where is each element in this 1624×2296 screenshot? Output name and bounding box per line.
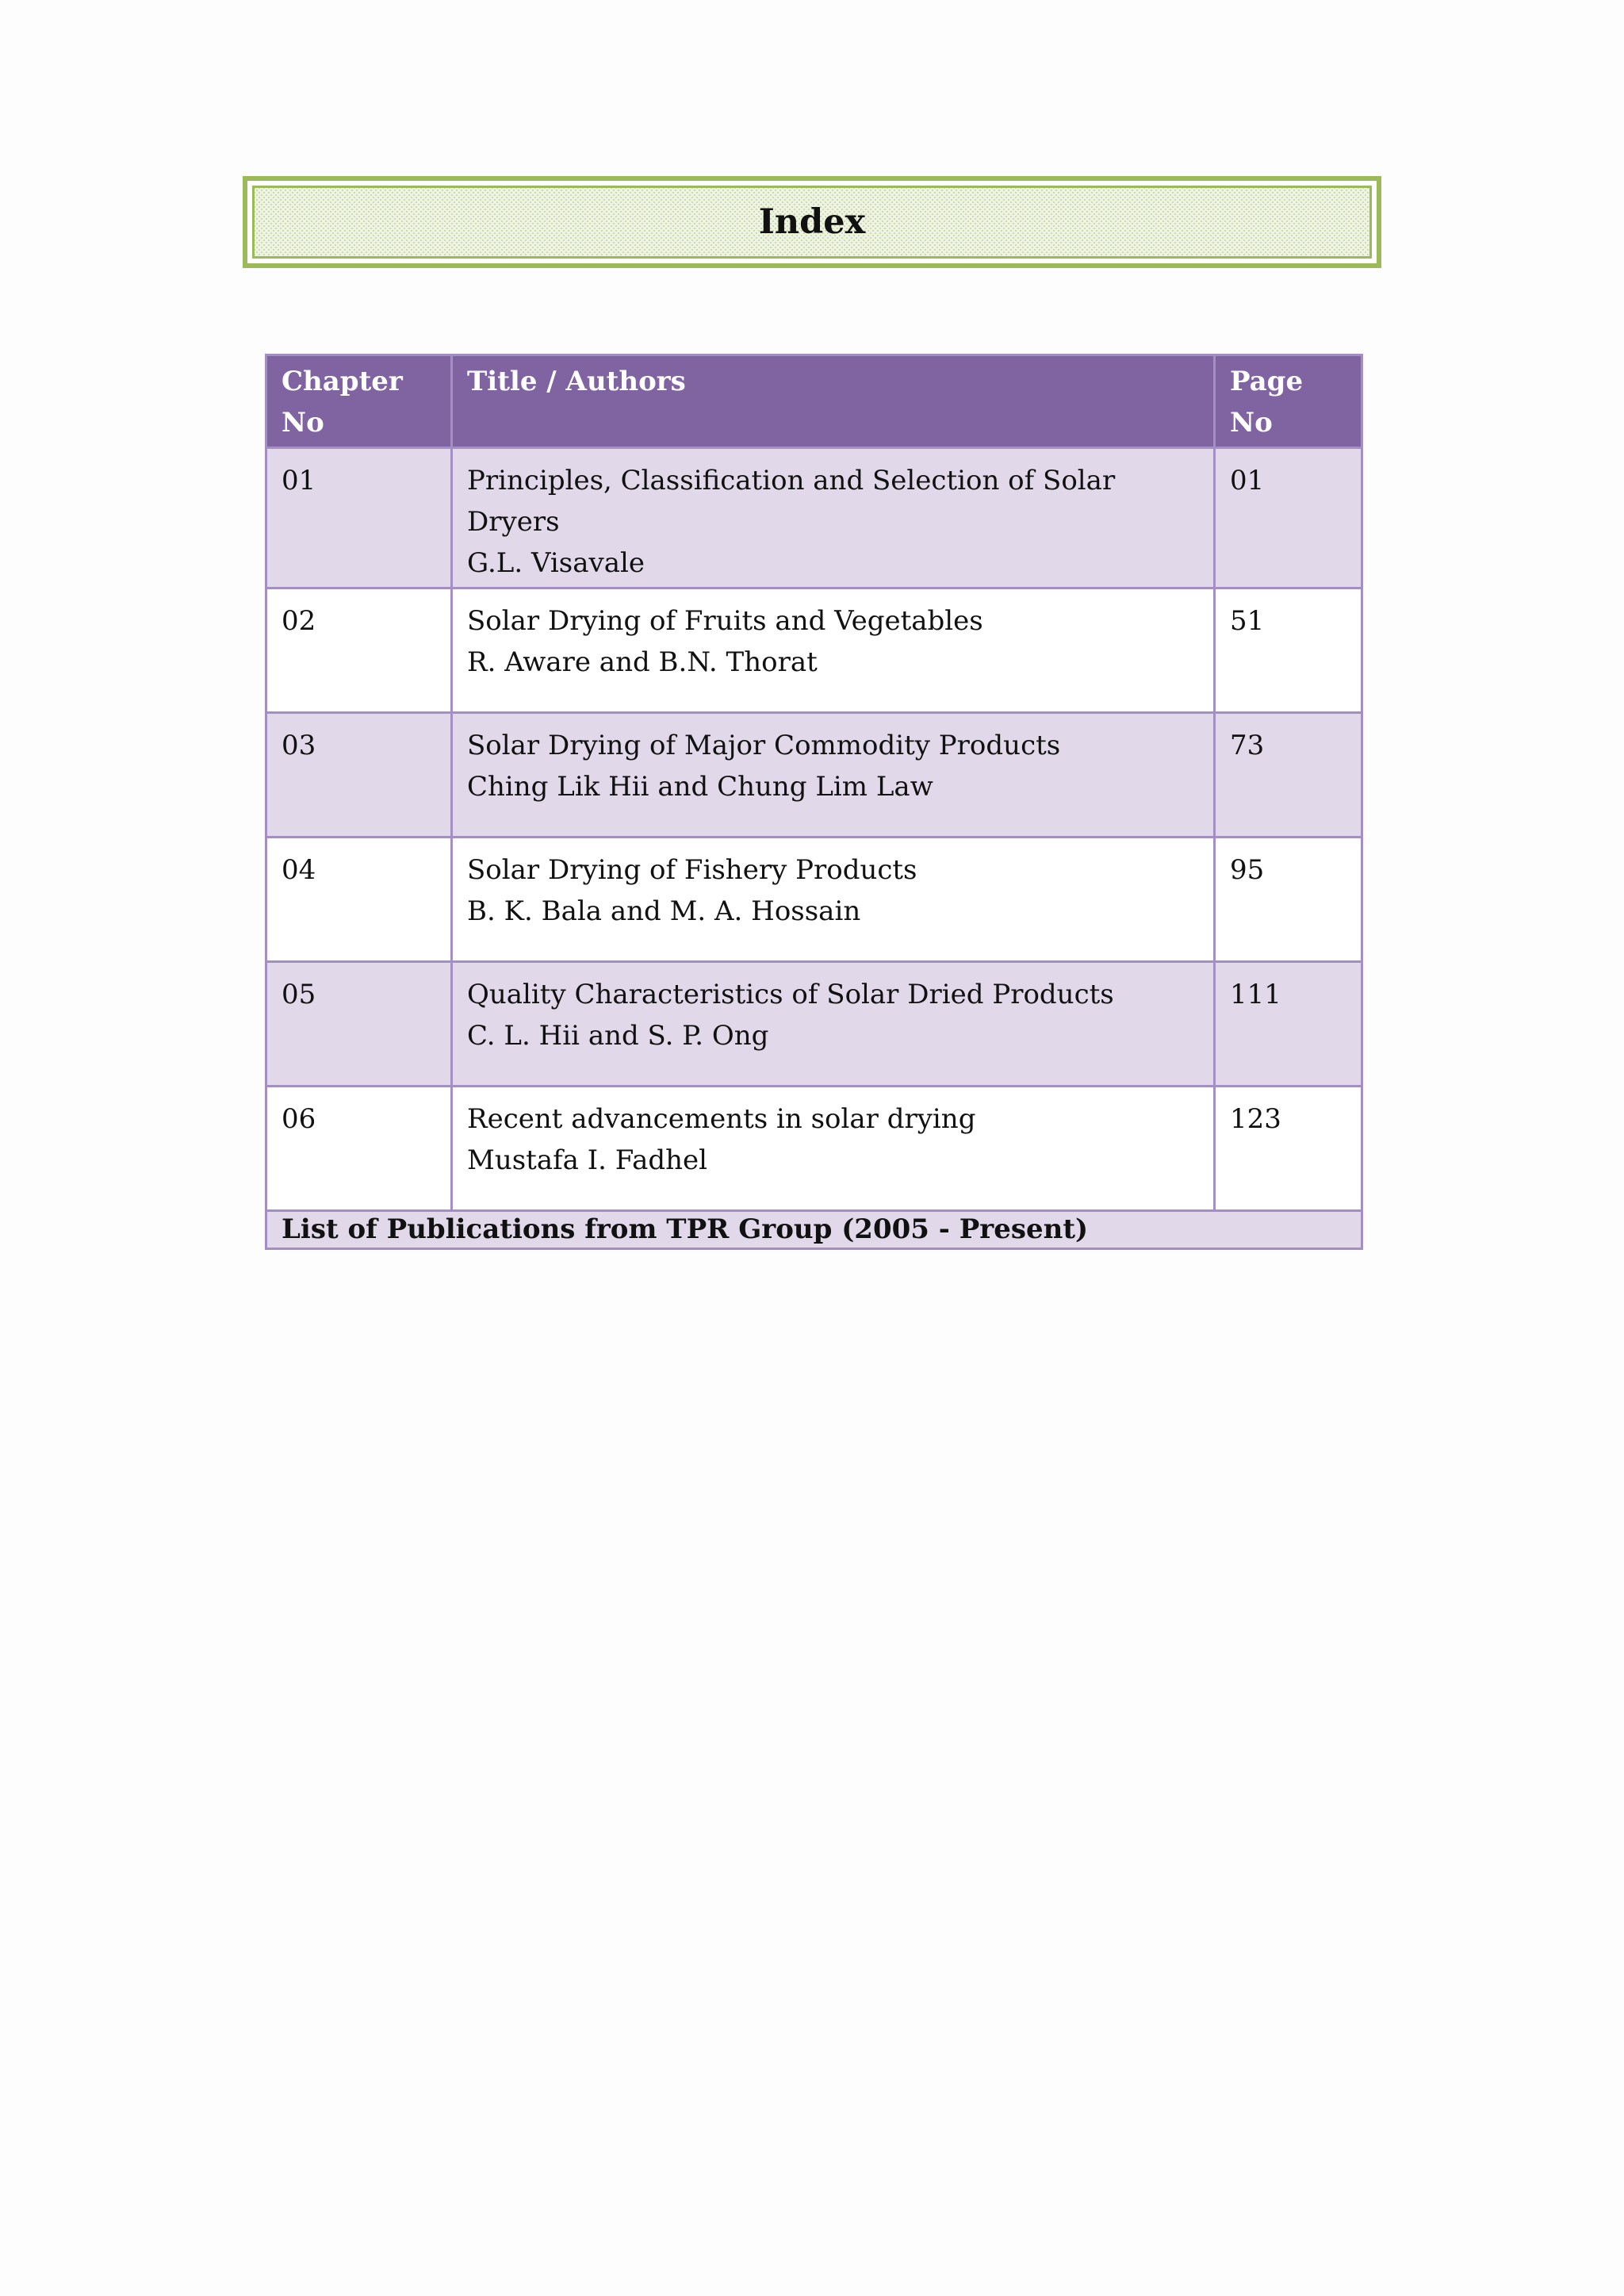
table-row bbox=[266, 448, 1362, 588]
table-row bbox=[266, 713, 1362, 838]
table-row bbox=[266, 1087, 1362, 1211]
chapter-authors: G.L. Visavale bbox=[467, 547, 645, 579]
chapter-number: 03 bbox=[266, 713, 452, 838]
chapter-number: 01 bbox=[266, 448, 452, 588]
chapter-page-number: 01 bbox=[1215, 448, 1362, 588]
chapter-title: Quality Characteristics of Solar Dried Products bbox=[467, 979, 1114, 1010]
chapter-page-number: 73 bbox=[1215, 713, 1362, 838]
index-title-panel bbox=[252, 186, 1372, 259]
chapter-page-number: 51 bbox=[1215, 588, 1362, 713]
chapter-title-authors bbox=[452, 713, 1215, 838]
chapter-title-authors bbox=[452, 588, 1215, 713]
chapter-authors: Ching Lik Hii and Chung Lim Law bbox=[467, 771, 933, 803]
chapter-authors: R. Aware and B.N. Thorat bbox=[467, 646, 818, 678]
chapter-title-authors bbox=[452, 838, 1215, 962]
table-footer-row bbox=[266, 1211, 1362, 1249]
index-table bbox=[265, 354, 1363, 1250]
table-row bbox=[266, 838, 1362, 962]
header-page-no: Page No bbox=[1215, 355, 1362, 448]
chapter-title: Recent advancements in solar drying bbox=[467, 1103, 976, 1135]
chapter-title: Solar Drying of Major Commodity Products bbox=[467, 730, 1061, 761]
chapter-number: 05 bbox=[266, 962, 452, 1087]
table-row bbox=[266, 588, 1362, 713]
chapter-number: 04 bbox=[266, 838, 452, 962]
chapter-title-authors bbox=[452, 1087, 1215, 1211]
chapter-number: 02 bbox=[266, 588, 452, 713]
chapter-title: Solar Drying of Fruits and Vegetables bbox=[467, 605, 983, 637]
chapter-page-number: 111 bbox=[1215, 962, 1362, 1087]
chapter-page-number: 95 bbox=[1215, 838, 1362, 962]
chapter-title-authors bbox=[452, 448, 1215, 588]
chapter-authors: C. L. Hii and S. P. Ong bbox=[467, 1020, 769, 1052]
chapter-authors: Mustafa I. Fadhel bbox=[467, 1144, 708, 1176]
chapter-number: 06 bbox=[266, 1087, 452, 1211]
table-header-row bbox=[266, 355, 1362, 448]
chapter-page-number: 123 bbox=[1215, 1087, 1362, 1211]
chapter-title: Principles, Classification and Selection of Solar Dryers bbox=[467, 465, 1116, 538]
chapter-title-authors bbox=[452, 962, 1215, 1087]
table-row bbox=[266, 962, 1362, 1087]
index-title-box bbox=[243, 176, 1381, 268]
page-title: Index bbox=[758, 202, 866, 242]
chapter-authors: B. K. Bala and M. A. Hossain bbox=[467, 895, 861, 927]
chapter-title: Solar Drying of Fishery Products bbox=[467, 854, 917, 886]
header-chapter-no: Chapter No bbox=[266, 355, 452, 448]
publications-list-label: List of Publications from TPR Group (2005 - Present) bbox=[266, 1211, 1362, 1249]
header-title-authors: Title / Authors bbox=[452, 355, 1215, 448]
